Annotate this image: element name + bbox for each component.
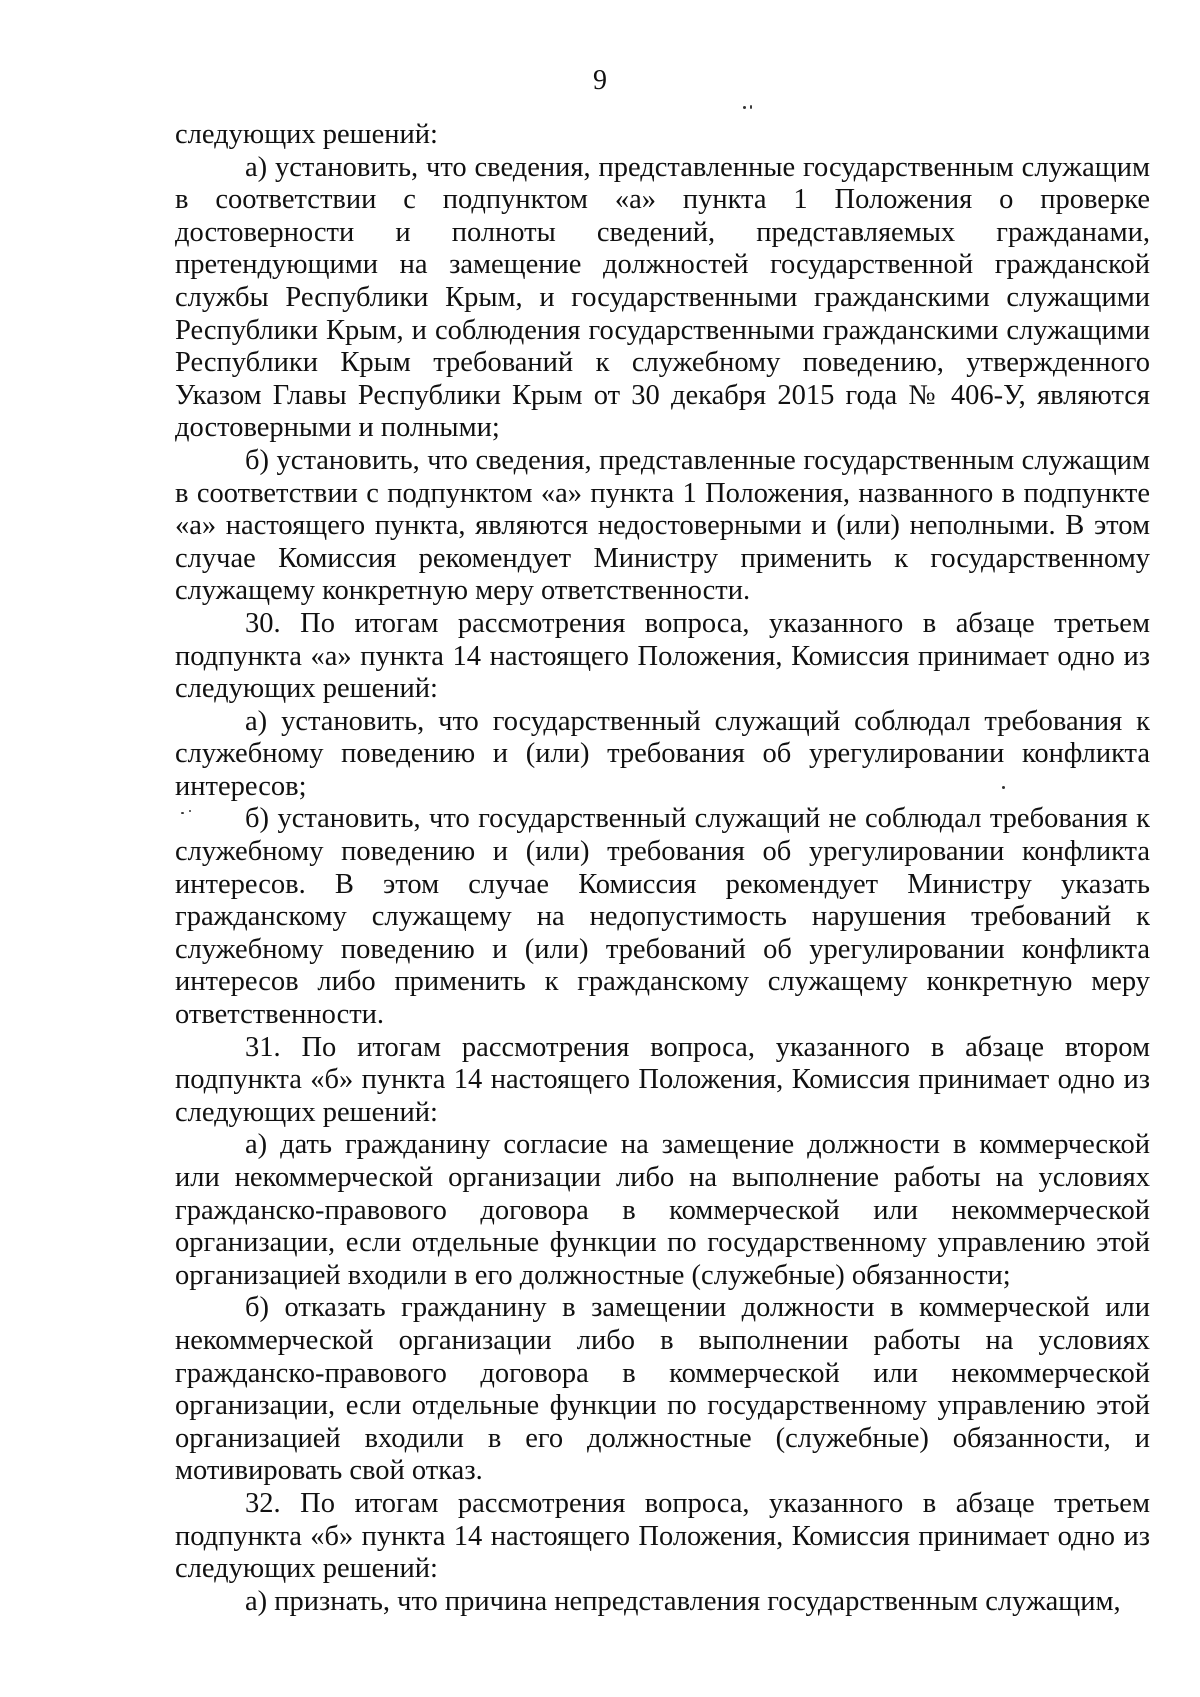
paragraph: 31. По итогам рассмотрения вопроса, указанного в абзаце втором подпункта «б» пункта 14 настоящего Положения, Комиссия принимает одно из следующих решений:: [175, 1031, 1150, 1128]
paragraph: б) установить, что сведения, представленные государственным служащим в соответствии с подпунктом «а» пункта 1 Положения, названного в подпункте «а» настоящего пункта, являются недостоверными и (или) неполными. В этом случае Комиссия рекомендует Министру применить к государственному служащему конкретную меру ответственности.: [175, 444, 1150, 607]
paragraph: а) установить, что государственный служащий соблюдал требования к служебному поведению и (или) требования об урегулировании конфликта интересов;: [175, 705, 1150, 802]
paragraph: б) отказать гражданину в замещении должности в коммерческой или некоммерческой организации либо в выполнении работы на условиях гражданско-правового договора в коммерческой или некоммерческой организации, если отдельные функции по государственному управлению этой организацией входили в его должностные (служебные) обязанности, и мотивировать свой отказ.: [175, 1292, 1150, 1487]
document-body: [175, 119, 1150, 1618]
scan-speck: [750, 105, 752, 109]
paragraph: б) установить, что государственный служащий не соблюдал требования к служебному поведению и (или) требования об урегулировании конфликта интересов. В этом случае Комиссия рекомендует Министру указать гражданскому служащему на недопустимость нарушения требований к служебному поведению и (или) требований об урегулировании конфликта интересов либо применить к гражданскому служащему конкретную меру ответственности.: [175, 803, 1150, 1031]
paragraph: 30. По итогам рассмотрения вопроса, указанного в абзаце третьем подпункта «а» пункта 14 настоящего Положения, Комиссия принимает одно из следующих решений:: [175, 607, 1150, 705]
paragraph: а) дать гражданину согласие на замещение должности в коммерческой или некоммерческой организации либо на выполнение работы на условиях гражданско-правового договора в коммерческой или некоммерческой организации, если отдельные функции по государственному управлению этой организацией входили в его должностные (служебные) обязанности;: [175, 1129, 1150, 1291]
page-number: 9: [593, 65, 607, 96]
paragraph: следующих решений:: [175, 119, 438, 150]
paragraph: а) установить, что сведения, представленные государственным служащим в соответствии с подпунктом «а» пункта 1 Положения о проверке достоверности и полноты сведений, представляемых гражданами, претендующими на замещение должностей государственной гражданской службы Республики Крым, и государственными гражданскими служащими Республики Крым, и соблюдения государственными гражданскими служащими Республики Крым требований к служебному поведению, утвержденного Указом Главы Республики Крым от 30 декабря 2015 года № 406-У, являются достоверными и полными;: [175, 151, 1150, 444]
paragraph: 32. По итогам рассмотрения вопроса, указанного в абзаце третьем подпункта «б» пункта 14 настоящего Положения, Комиссия принимает одно из следующих решений:: [175, 1487, 1150, 1585]
scan-speck: [743, 106, 746, 109]
paragraph: а) признать, что причина непредставления государственным служащим,: [245, 1585, 1121, 1617]
